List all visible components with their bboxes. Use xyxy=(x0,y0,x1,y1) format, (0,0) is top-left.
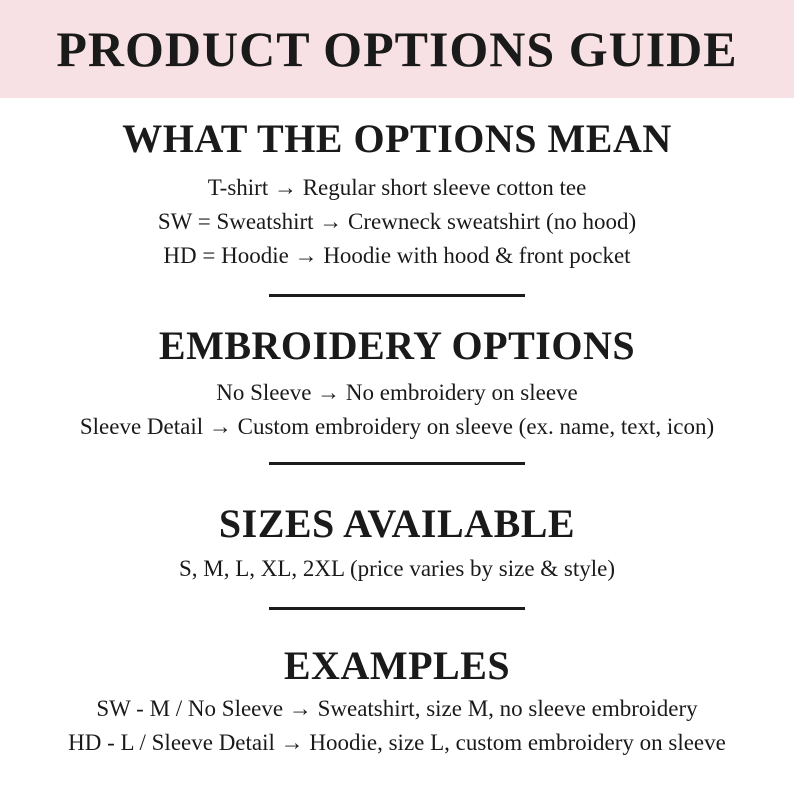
section-what-the-options-mean xyxy=(0,116,794,273)
page-title: PRODUCT OPTIONS GUIDE xyxy=(56,21,738,77)
section-lines xyxy=(0,376,794,444)
section-lines xyxy=(0,171,794,273)
sizes-line: S, M, L, XL, 2XL (price varies by size & style) xyxy=(178,556,616,581)
example-line: HD - L / Sleeve Detail → Hoodie, size L, custom embroidery on sleeve xyxy=(68,730,726,755)
section-lines xyxy=(0,692,794,760)
embroidery-option-line: Sleeve Detail → Custom embroidery on sleeve (ex. name, text, icon) xyxy=(79,414,715,439)
section-heading: EXAMPLES xyxy=(283,643,511,688)
option-definition-line: SW = Sweatshirt → Crewneck sweatshirt (no hood) xyxy=(157,209,637,234)
option-definition-line: HD = Hoodie → Hoodie with hood & front pocket xyxy=(163,243,631,268)
example-line: SW - M / No Sleeve → Sweatshirt, size M, no sleeve embroidery xyxy=(96,696,698,721)
guide-content xyxy=(0,116,794,760)
option-definition-line: T-shirt → Regular short sleeve cotton tee xyxy=(207,175,587,200)
section-heading: EMBROIDERY OPTIONS xyxy=(158,323,636,368)
title-banner xyxy=(0,0,794,98)
section-embroidery-options xyxy=(0,323,794,444)
section-divider xyxy=(269,294,525,297)
section-examples xyxy=(0,643,794,760)
section-divider xyxy=(269,462,525,465)
section-divider xyxy=(269,607,525,610)
section-heading: WHAT THE OPTIONS MEAN xyxy=(122,116,672,161)
section-lines xyxy=(0,552,794,586)
section-heading: SIZES AVAILABLE xyxy=(218,501,576,546)
section-sizes-available xyxy=(0,501,794,586)
embroidery-option-line: No Sleeve → No embroidery on sleeve xyxy=(216,380,578,405)
